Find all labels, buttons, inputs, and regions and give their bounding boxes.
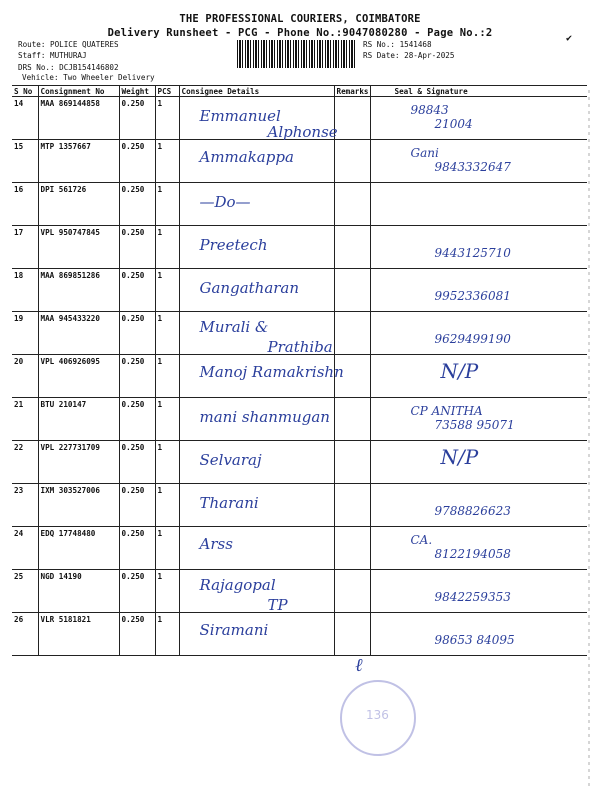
- cell-sno: 16: [12, 183, 38, 226]
- cell-signature: [370, 527, 587, 570]
- cell-sno: 26: [12, 613, 38, 656]
- rs-date-label: RS Date: 28-Apr-2025: [363, 51, 455, 60]
- cell-consignment-no: VLR 5181821: [38, 613, 119, 656]
- consignee-name: Emmanuel: [199, 107, 281, 125]
- rs-no-label: RS No.: 1541468: [363, 40, 432, 49]
- cell-pcs: 1: [155, 140, 179, 183]
- cell-signature: [370, 269, 587, 312]
- cell-weight: 0.250: [119, 226, 155, 269]
- table-row: [12, 570, 587, 613]
- vehicle-label: Vehicle: Two Wheeler Delivery: [22, 73, 155, 82]
- cell-consignee: [179, 484, 334, 527]
- consignee-name: Arss: [199, 535, 233, 553]
- cell-signature: [370, 570, 587, 613]
- table-row: [12, 441, 587, 484]
- scan-edge: [588, 90, 590, 790]
- receiver-phone: 9842259353: [434, 590, 511, 604]
- cell-sno: 19: [12, 312, 38, 355]
- company-title: THE PROFESSIONAL COURIERS, COIMBATORE: [179, 13, 421, 25]
- barcode: [237, 40, 355, 68]
- col-sno: S No: [12, 86, 38, 97]
- cell-pcs: 1: [155, 570, 179, 613]
- cell-remarks: [334, 312, 370, 355]
- handwritten-mark: ℓ: [355, 655, 363, 676]
- signature-mark: 98843: [410, 103, 449, 117]
- cell-consignee: [179, 312, 334, 355]
- receiver-phone: 9443125710: [434, 246, 511, 260]
- cell-signature: [370, 484, 587, 527]
- col-seal-signature: Seal & Signature: [370, 86, 587, 97]
- table-row: [12, 312, 587, 355]
- cell-weight: 0.250: [119, 312, 155, 355]
- cell-weight: 0.250: [119, 398, 155, 441]
- cell-sno: 22: [12, 441, 38, 484]
- cell-consignment-no: DPI 561726: [38, 183, 119, 226]
- consignee-name: Gangatharan: [199, 279, 300, 297]
- cell-signature: [370, 140, 587, 183]
- cell-pcs: 1: [155, 312, 179, 355]
- table-row: [12, 97, 587, 140]
- receiver-phone: 8122194058: [434, 547, 511, 561]
- cell-consignment-no: MAA 869851286: [38, 269, 119, 312]
- consignee-name: Rajagopal: [199, 576, 276, 594]
- cell-weight: 0.250: [119, 355, 155, 398]
- cell-consignment-no: VPL 227731709: [38, 441, 119, 484]
- cell-pcs: 1: [155, 183, 179, 226]
- runsheet-subtitle: Delivery Runsheet - PCG - Phone No.:9047080280 - Page No.:2: [107, 27, 493, 39]
- cell-weight: 0.250: [119, 441, 155, 484]
- cell-consignee: [179, 97, 338, 141]
- cell-consignment-no: MAA 945433220: [38, 312, 119, 355]
- cell-signature: [370, 355, 587, 398]
- cell-sno: 23: [12, 484, 38, 527]
- cell-pcs: 1: [155, 441, 179, 484]
- cell-sno: 20: [12, 355, 38, 398]
- table-header-row: [12, 86, 587, 97]
- cell-sno: 25: [12, 570, 38, 613]
- cell-consignee: [179, 183, 334, 226]
- table-row: [12, 484, 587, 527]
- signature-mark: CP ANITHA: [410, 404, 483, 418]
- cell-sno: 15: [12, 140, 38, 183]
- cell-consignee: [179, 226, 334, 269]
- cell-remarks: [334, 226, 370, 269]
- cell-signature: [370, 97, 587, 140]
- cell-consignment-no: MTP 1357667: [38, 140, 119, 183]
- col-weight: Weight: [119, 86, 155, 97]
- table-row: [12, 183, 587, 226]
- table-row: [12, 527, 587, 570]
- table-row: [12, 140, 587, 183]
- cell-consignee: [179, 140, 334, 183]
- cell-signature: [370, 226, 587, 269]
- table-row: [12, 226, 587, 269]
- cell-pcs: 1: [155, 527, 179, 570]
- route-label: Route: POLICE QUATERES: [18, 40, 119, 49]
- cell-signature: [370, 613, 587, 656]
- consignee-name: Selvaraj: [199, 451, 262, 469]
- cell-sno: 18: [12, 269, 38, 312]
- cell-pcs: 1: [155, 355, 179, 398]
- cell-consignee: [179, 613, 334, 656]
- cell-sno: 17: [12, 226, 38, 269]
- col-pcs: PCS: [155, 86, 179, 97]
- cell-sno: 21: [12, 398, 38, 441]
- receiver-phone: 21004: [434, 117, 473, 131]
- consignee-name-line2: Alphonse: [267, 123, 338, 141]
- cell-consignee: [179, 441, 334, 484]
- cell-remarks: [334, 613, 370, 656]
- runsheet-table: [12, 85, 587, 656]
- cell-remarks: [334, 355, 370, 398]
- receiver-phone: 98653 84095: [434, 633, 515, 647]
- table-row: [12, 613, 587, 656]
- cell-consignee: [179, 355, 344, 398]
- cell-pcs: 1: [155, 269, 179, 312]
- col-consignee-details: Consignee Details: [179, 86, 334, 97]
- cell-signature: [370, 312, 587, 355]
- cell-consignment-no: EDQ 17748480: [38, 527, 119, 570]
- cell-remarks: [334, 140, 370, 183]
- cell-weight: 0.250: [119, 484, 155, 527]
- cell-consignee: [179, 570, 334, 613]
- signature-mark: N/P: [440, 445, 479, 469]
- consignee-name: —Do—: [199, 193, 251, 211]
- cell-weight: 0.250: [119, 140, 155, 183]
- cell-consignee: [179, 269, 334, 312]
- cell-signature: [370, 441, 587, 484]
- cell-remarks: [334, 484, 370, 527]
- cell-weight: 0.250: [119, 570, 155, 613]
- consignee-name: Ammakappa: [199, 148, 294, 166]
- cell-pcs: 1: [155, 613, 179, 656]
- table-row: [12, 355, 587, 398]
- signature-mark: N/P: [440, 359, 479, 383]
- cell-weight: 0.250: [119, 269, 155, 312]
- cell-consignment-no: IXM 303527006: [38, 484, 119, 527]
- signature-mark: CA.: [410, 533, 433, 547]
- consignee-name-line2: TP: [267, 596, 288, 614]
- cell-weight: 0.250: [119, 97, 155, 140]
- check-mark-icon: ✔: [566, 33, 573, 44]
- signature-mark: Gani: [410, 146, 439, 160]
- cell-pcs: 1: [155, 484, 179, 527]
- consignee-name: Manoj Ramakrishn: [199, 363, 344, 381]
- cell-weight: 0.250: [119, 183, 155, 226]
- cell-remarks: [334, 398, 370, 441]
- col-remarks: Remarks: [334, 86, 370, 97]
- cell-pcs: 1: [155, 226, 179, 269]
- cell-consignment-no: MAA 869144858: [38, 97, 119, 140]
- cell-remarks: [334, 183, 370, 226]
- cell-consignee: [179, 398, 334, 441]
- cell-remarks: [334, 527, 370, 570]
- cell-weight: 0.250: [119, 527, 155, 570]
- receiver-phone: 9843332647: [434, 160, 511, 174]
- staff-label: Staff: MUTHURAJ: [18, 51, 87, 60]
- table-row: [12, 269, 587, 312]
- drs-label: DRS No.: DCJB154146802: [18, 63, 119, 72]
- cell-consignment-no: VPL 406926095: [38, 355, 119, 398]
- receiver-phone: 9788826623: [434, 504, 511, 518]
- consignee-name: Preetech: [199, 236, 268, 254]
- cell-consignment-no: BTU 210147: [38, 398, 119, 441]
- cell-pcs: 1: [155, 398, 179, 441]
- cell-pcs: 1: [155, 97, 179, 140]
- table-row: [12, 398, 587, 441]
- consignee-name: Murali &: [199, 318, 269, 336]
- cell-remarks: [334, 570, 370, 613]
- cell-sno: 24: [12, 527, 38, 570]
- office-stamp: 136: [340, 680, 416, 756]
- cell-remarks: [334, 441, 370, 484]
- consignee-name: Tharani: [199, 494, 259, 512]
- cell-remarks: [334, 269, 370, 312]
- cell-remarks: [334, 97, 370, 140]
- cell-sno: 14: [12, 97, 38, 140]
- cell-consignment-no: VPL 950747845: [38, 226, 119, 269]
- receiver-phone: 73588 95071: [434, 418, 515, 432]
- receiver-phone: 9629499190: [434, 332, 511, 346]
- consignee-name: Siramani: [199, 621, 269, 639]
- receiver-phone: 9952336081: [434, 289, 511, 303]
- cell-consignee: [179, 527, 334, 570]
- cell-signature: [370, 183, 587, 226]
- cell-consignment-no: NGD 14190: [38, 570, 119, 613]
- consignee-name-line2: Prathiba: [267, 338, 333, 356]
- consignee-name: mani shanmugan: [199, 408, 330, 426]
- cell-signature: [370, 398, 587, 441]
- col-consignment-no: Consignment No: [38, 86, 119, 97]
- cell-weight: 0.250: [119, 613, 155, 656]
